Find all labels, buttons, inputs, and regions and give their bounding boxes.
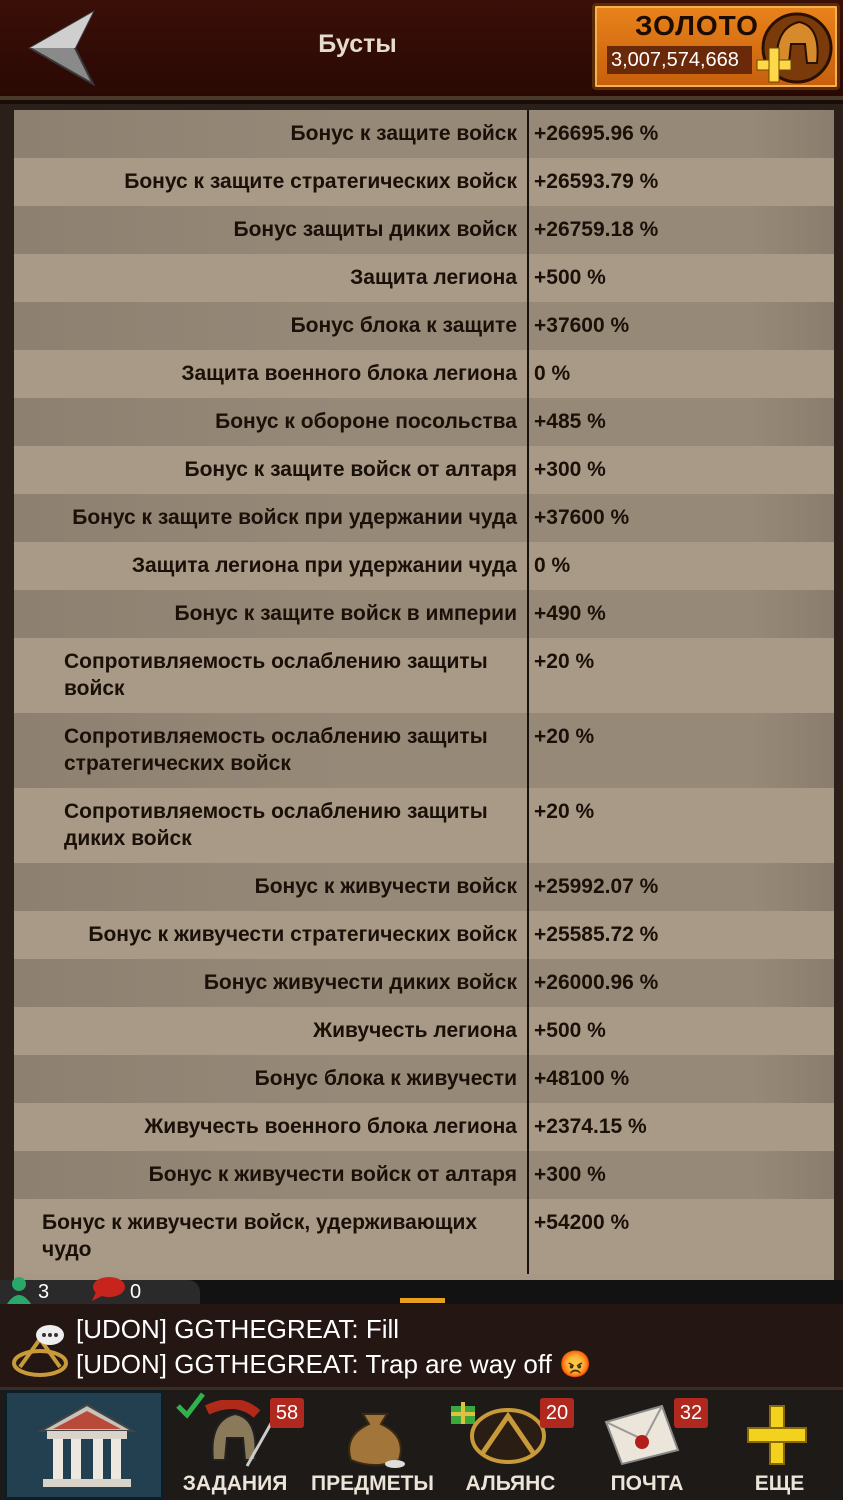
back-arrow-icon	[25, 10, 105, 86]
nav-tasks-label: ЗАДАНИЯ	[182, 1472, 288, 1495]
nav-items-button[interactable]	[305, 1390, 440, 1500]
boost-value: +37600 %	[534, 314, 630, 337]
boost-value: +2374.15 %	[534, 1115, 647, 1138]
boost-value: 0 %	[534, 362, 571, 385]
boost-name: Сопротивляемость ослаблению защиты диких войск	[14, 788, 529, 863]
boost-name: Бонус к защите стратегических войск	[14, 158, 529, 206]
boost-name: Бонус к защите войск	[14, 110, 529, 158]
boost-value: +26759.18 %	[534, 218, 659, 241]
boost-value: +500 %	[534, 1019, 606, 1042]
boost-value: +26000.96 %	[534, 971, 659, 994]
gold-balance-button[interactable]	[592, 3, 840, 90]
nav-mail-label: ПОЧТА	[610, 1472, 684, 1495]
boost-value: +48100 %	[534, 1067, 630, 1090]
boost-name: Бонус к защите войск при удержании чуда	[14, 494, 529, 542]
nav-items-label: ПРЕДМЕТЫ	[311, 1472, 434, 1495]
boost-value: +20 %	[534, 725, 595, 748]
boost-value: +500 %	[534, 266, 606, 289]
boost-row	[14, 398, 834, 446]
chat-message: [UDON] GGTHEGREAT: Trap are way off 😡	[76, 1349, 592, 1379]
boost-name: Бонус блока к защите	[14, 302, 529, 350]
boost-row	[14, 959, 834, 1007]
nav-alliance-label: АЛЬЯНС	[465, 1472, 556, 1495]
boost-row	[14, 1199, 834, 1274]
gold-label: ЗОЛОТО	[635, 10, 759, 41]
boosts-frame	[0, 104, 843, 1280]
boost-value: +490 %	[534, 602, 606, 625]
boost-value: 0 %	[534, 554, 571, 577]
alliance-emblem-icon	[468, 1404, 548, 1468]
boost-name: Бонус к живучести войск, удерживающих чудо	[14, 1199, 529, 1274]
boost-value: +485 %	[534, 410, 606, 433]
boost-row	[14, 206, 834, 254]
boost-name: Бонус защиты диких войск	[14, 206, 529, 254]
boost-name: Живучесть военного блока легиона	[14, 1103, 529, 1151]
boost-name: Сопротивляемость ослаблению защиты войск	[14, 638, 529, 713]
boost-row	[14, 1151, 834, 1199]
boost-value: +20 %	[534, 650, 595, 673]
boost-row	[14, 302, 834, 350]
boost-name: Бонус к живучести войск	[14, 863, 529, 911]
boost-value: +300 %	[534, 1163, 606, 1186]
boost-row	[14, 788, 834, 863]
boost-name: Бонус к живучести стратегических войск	[14, 911, 529, 959]
boost-name: Бонус живучести диких войск	[14, 959, 529, 1007]
nav-mail-button[interactable]	[582, 1390, 712, 1500]
boost-name: Сопротивляемость ослаблению защиты стратегических войск	[14, 713, 529, 788]
boost-row	[14, 254, 834, 302]
back-button[interactable]	[25, 10, 105, 86]
boost-name: Бонус к защите войск в империи	[14, 590, 529, 638]
letter-icon	[602, 1402, 682, 1468]
chat-alliance-icon	[10, 1319, 70, 1379]
nav-more-button[interactable]	[722, 1390, 837, 1500]
alliance-badge: 20	[540, 1398, 574, 1428]
bottom-navigation	[0, 1390, 843, 1500]
boost-row	[14, 1007, 834, 1055]
boost-value: +25585.72 %	[534, 923, 659, 946]
city-hall-icon	[37, 1401, 137, 1491]
boost-name: Бонус к обороне посольства	[14, 398, 529, 446]
top-bar	[0, 0, 843, 100]
boost-row	[14, 350, 834, 398]
boost-row	[14, 110, 834, 158]
boost-value: +26695.96 %	[534, 122, 659, 145]
boost-value: +26593.79 %	[534, 170, 659, 193]
boost-value: +54200 %	[534, 1211, 630, 1234]
spartan-helmet-plus-icon	[755, 8, 835, 88]
boost-row	[14, 542, 834, 590]
boost-row	[14, 638, 834, 713]
nav-tasks-button[interactable]	[175, 1390, 299, 1500]
loot-bag-icon	[335, 1400, 415, 1470]
boost-value: +300 %	[534, 458, 606, 481]
boost-row	[14, 494, 834, 542]
spartan-helmet-icon	[197, 1400, 277, 1470]
boost-row	[14, 713, 834, 788]
message-bubble-icon	[90, 1276, 126, 1302]
boost-row	[14, 863, 834, 911]
boost-row	[14, 1055, 834, 1103]
online-members-count: 3	[38, 1281, 50, 1303]
plus-icon	[744, 1402, 810, 1468]
boost-row	[14, 911, 834, 959]
boost-name: Живучесть легиона	[14, 1007, 529, 1055]
boost-name: Бонус к живучести войск от алтаря	[14, 1151, 529, 1199]
online-counters	[0, 1280, 200, 1304]
boost-row	[14, 1103, 834, 1151]
boost-value: +25992.07 %	[534, 875, 659, 898]
boost-value: +20 %	[534, 800, 595, 823]
boost-row	[14, 446, 834, 494]
chat-preview[interactable]	[0, 1304, 843, 1390]
boost-name: Защита военного блока легиона	[14, 350, 529, 398]
boost-value: +37600 %	[534, 506, 630, 529]
nav-more-label: ЕЩЕ	[754, 1472, 805, 1495]
boosts-table[interactable]	[14, 110, 834, 1280]
unread-messages-count: 0	[130, 1281, 142, 1303]
nav-home-button[interactable]	[4, 1390, 164, 1500]
boost-name: Бонус к защите войск от алтаря	[14, 446, 529, 494]
boost-name: Защита легиона	[14, 254, 529, 302]
boost-name: Защита легиона при удержании чуда	[14, 542, 529, 590]
page-indicator	[400, 1298, 445, 1303]
boost-row	[14, 590, 834, 638]
boost-name: Бонус блока к живучести	[14, 1055, 529, 1103]
member-icon	[4, 1274, 34, 1304]
gold-amount: 3,007,574,668	[607, 46, 752, 74]
mail-badge: 32	[674, 1398, 708, 1428]
chat-message: [UDON] GGTHEGREAT: Fill	[76, 1314, 400, 1344]
online-status-bar	[0, 1280, 843, 1304]
nav-alliance-button[interactable]	[448, 1390, 573, 1500]
tasks-badge: 58	[270, 1398, 304, 1428]
boost-row	[14, 158, 834, 206]
page-title: Бусты	[318, 30, 397, 58]
